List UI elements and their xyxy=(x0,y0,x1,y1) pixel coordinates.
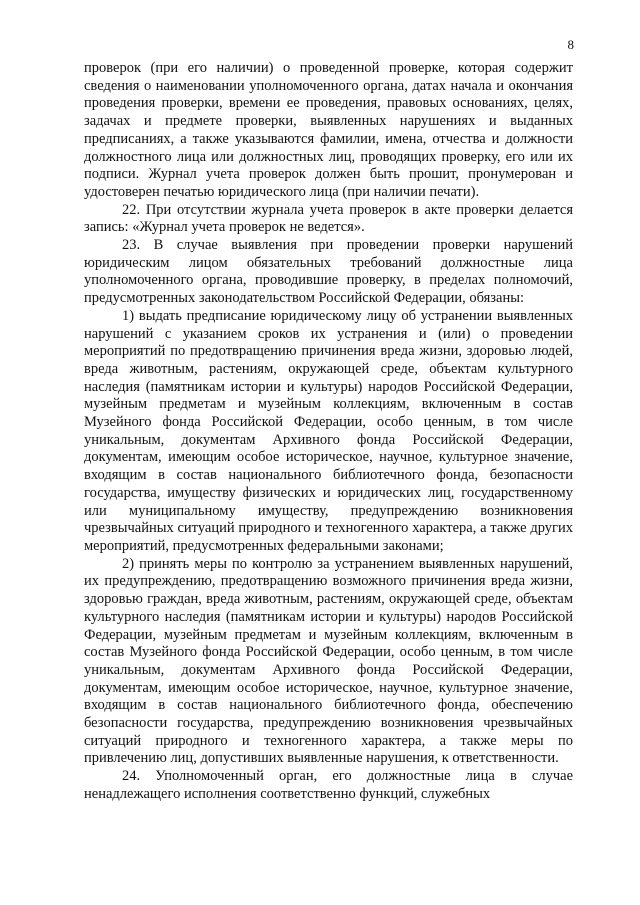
document-body xyxy=(84,60,573,804)
paragraph-22: 22. При отсутствии журнала учета проверок в акте проверки делается запись: «Журнал учета проверок не ведется». xyxy=(84,201,573,236)
paragraph-23-item-1: 1) выдать предписание юридическому лицу об устранении выявленных нарушений с указанием сроков их устранения и (или) о проведении мероприятий по предотвращению причинения вреда жизни, здоровью людей, вреда животным, растениям, окружающей среде, объектам культурного наследия (памятникам истории и культуры) народов Российской Федерации, музейным предметам и музейным коллекциям, включенным в состав Музейного фонда Российской Федерации, особо ценным, в том числе уникальным, документам Архивного фонда Российской Федерации, документам, имеющим особое историческое, научное, культурное значение, входящим в состав национального библиотечного фонда, безопасности государства, имуществу физических и юридических лиц, государственному или муниципальному имуществу, предупреждению возникновения чрезвычайных ситуаций природного и техногенного характера, а также других мероприятий, предусмотренных федеральными законами; xyxy=(84,307,573,554)
paragraph-23-item-2: 2) принять меры по контролю за устранением выявленных нарушений, их предупреждению, предотвращению возможного причинения вреда жизни, здоровью граждан, вреда животным, растениям, окружающей среде, объектам культурного наследия (памятникам истории и культуры) народов Российской Федерации, музейным предметам и музейным коллекциям, включенным в состав Музейного фонда Российской Федерации, особо ценным, в том числе уникальным, документам Архивного фонда Российской Федерации, документам, имеющим особое историческое, научное, культурное значение, входящим в состав национального библиотечного фонда, обеспечению безопасности государства, предупреждению возникновения чрезвычайных ситуаций природного и техногенного характера, а также меры по привлечению лиц, допустивших выявленные нарушения, к ответственности. xyxy=(84,555,573,767)
page-number: 8 xyxy=(567,37,574,52)
paragraph-23: 23. В случае выявления при проведении проверки нарушений юридическим лицом обязательных требований должностные лица уполномоченного органа, проводившие проверку, в пределах полномочий, предусмотренных законодательством Российской Федерации, обязаны: xyxy=(84,237,573,307)
paragraph-24: 24. Уполномоченный орган, его должностные лица в случае ненадлежащего исполнения соответственно функций, служебных xyxy=(84,768,573,802)
paragraph-continuation: проверок (при его наличии) о проведенной проверке, которая содержит сведения о наименовании уполномоченного органа, датах начала и окончания проведения проверки, времени ее проведения, правовых основаниях, целях, задачах и предмете проверки, выявленных нарушениях и выданных предписаниях, а также указываются фамилии, имена, отчества и должности должностного лица или должностных лиц, проводящих проверку, его или их подписи. Журнал учета проверок должен быть прошит, пронумерован и удостоверен печатью юридического лица (при наличии печати). xyxy=(84,60,573,200)
